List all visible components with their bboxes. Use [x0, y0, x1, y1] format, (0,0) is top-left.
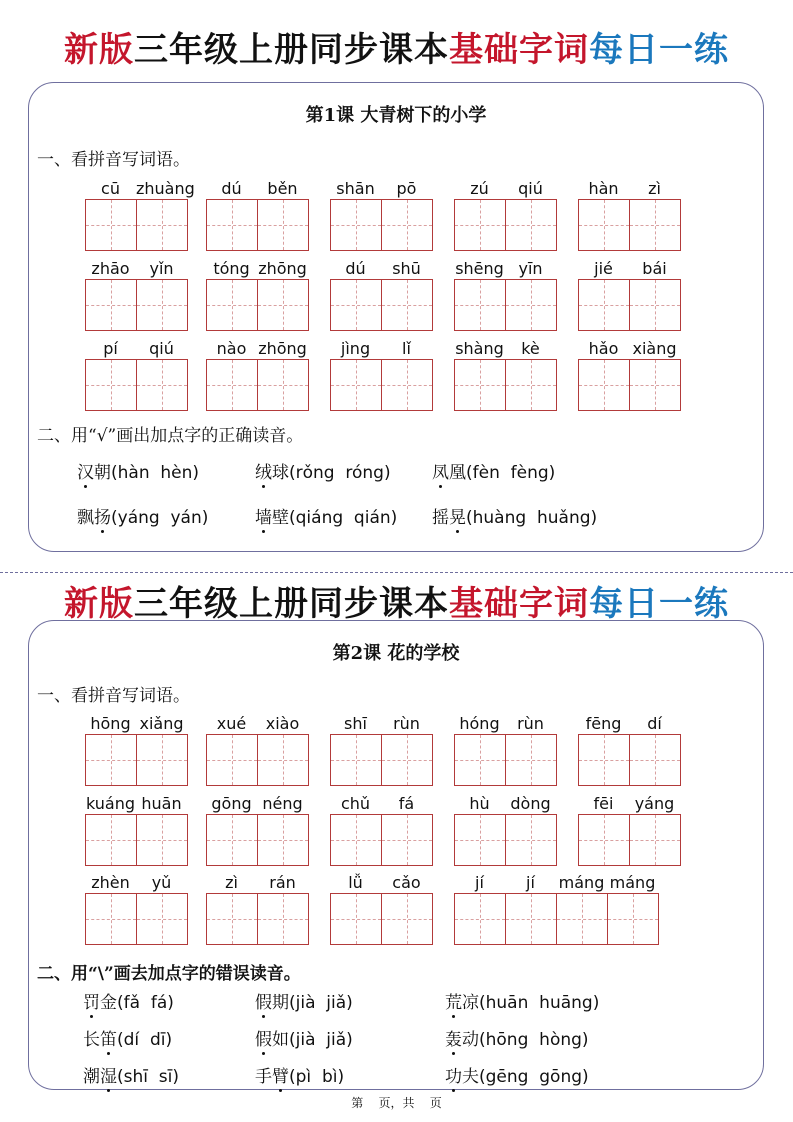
writing-cell[interactable] — [557, 894, 608, 944]
pinyin-syllable: jié — [594, 259, 613, 278]
writing-cell[interactable] — [331, 815, 382, 865]
writing-cell[interactable] — [382, 280, 433, 330]
writing-cell[interactable] — [455, 280, 506, 330]
dotted-character: 汉 — [77, 463, 94, 483]
cut-divider — [0, 572, 793, 573]
pinyin-row — [330, 794, 433, 814]
pinyin-syllable: qiú — [149, 339, 174, 358]
pinyin-syllable: máng — [609, 873, 656, 892]
pinyin-row — [454, 259, 557, 279]
writing-cell[interactable] — [207, 815, 258, 865]
pinyin-writing-group — [206, 179, 309, 251]
pinyin-syllable: máng — [558, 873, 605, 892]
pinyin-row — [330, 714, 433, 734]
pinyin-syllable: jìng — [340, 339, 371, 358]
tianzige-cells — [330, 814, 433, 866]
pinyin-writing-group — [578, 179, 681, 251]
pinyin-row — [578, 794, 681, 814]
pinyin-syllable: zhāo — [91, 259, 130, 278]
pinyin-syllable: dú — [345, 259, 366, 278]
writing-cell[interactable] — [86, 280, 137, 330]
tianzige-cells — [330, 279, 433, 331]
pronunciation-item — [445, 988, 599, 1013]
banner-text: 基础字词 — [449, 584, 589, 624]
pinyin-syllable: zhèn — [91, 873, 130, 892]
pronunciation-item — [255, 503, 397, 528]
section-heading: 二、用“√”画出加点字的正确读音。 — [37, 426, 304, 446]
dotted-character: 轰 — [445, 1030, 462, 1050]
pinyin-writing-group — [85, 714, 188, 786]
tianzige-cells — [454, 199, 557, 251]
pinyin-syllable: dí — [647, 714, 662, 733]
pinyin-options[interactable]: (gēng gōng) — [479, 1067, 589, 1087]
pinyin-syllable: shū — [392, 259, 421, 278]
pinyin-options[interactable]: (hàn hèn) — [111, 463, 200, 483]
pinyin-syllable: zì — [225, 873, 238, 892]
pinyin-syllable: gōng — [211, 794, 252, 813]
pinyin-syllable: hǎo — [588, 339, 619, 358]
pinyin-row — [85, 714, 188, 734]
pronunciation-item — [77, 503, 208, 528]
pinyin-writing-group — [330, 873, 433, 945]
character: 期 — [272, 993, 289, 1013]
pinyin-writing-group — [85, 259, 188, 331]
pinyin-row — [206, 794, 309, 814]
tianzige-cells — [578, 734, 681, 786]
writing-cell[interactable] — [579, 815, 630, 865]
dotted-character: 笛 — [100, 1030, 117, 1050]
pinyin-options[interactable]: (fǎ fá) — [117, 993, 174, 1013]
writing-cell[interactable] — [382, 735, 433, 785]
pinyin-writing-group — [206, 259, 309, 331]
pinyin-syllable: jí — [475, 873, 484, 892]
pinyin-syllable: lǐ — [402, 339, 411, 358]
pinyin-syllable: pō — [396, 179, 417, 198]
tianzige-cells — [206, 359, 309, 411]
tianzige-cells — [454, 893, 659, 945]
pinyin-row — [454, 339, 557, 359]
character: 手 — [255, 1067, 272, 1087]
writing-cell[interactable] — [455, 200, 506, 250]
pinyin-writing-group — [330, 714, 433, 786]
tianzige-cells — [85, 893, 188, 945]
pinyin-syllable: tóng — [213, 259, 250, 278]
tianzige-cells — [454, 734, 557, 786]
pinyin-writing-group — [454, 873, 659, 945]
writing-cell[interactable] — [506, 280, 557, 330]
pinyin-writing-group — [330, 339, 433, 411]
pinyin-syllable: néng — [262, 794, 303, 813]
banner-text: 新版 — [64, 584, 134, 624]
pinyin-row — [206, 179, 309, 199]
tianzige-cells — [578, 814, 681, 866]
dotted-character: 荒 — [445, 993, 462, 1013]
pinyin-syllable: chǔ — [340, 794, 371, 813]
pinyin-syllable: shī — [344, 714, 367, 733]
pinyin-syllable: zú — [470, 179, 489, 198]
pinyin-syllable: fēng — [585, 714, 622, 733]
pinyin-syllable: xiàng — [632, 339, 677, 358]
tianzige-cells — [454, 359, 557, 411]
writing-cell[interactable] — [382, 200, 433, 250]
dotted-character: 墙 — [255, 508, 272, 528]
pinyin-writing-group — [206, 873, 309, 945]
writing-cell[interactable] — [579, 200, 630, 250]
writing-cell[interactable] — [207, 280, 258, 330]
pinyin-syllable: zhuàng — [136, 179, 195, 198]
pinyin-row — [578, 339, 681, 359]
writing-cell[interactable] — [382, 894, 433, 944]
writing-cell[interactable] — [630, 360, 681, 410]
pinyin-syllable: xiǎng — [139, 714, 184, 733]
pinyin-writing-group — [85, 873, 188, 945]
writing-cell[interactable] — [86, 735, 137, 785]
pinyin-row — [206, 339, 309, 359]
writing-cell[interactable] — [579, 360, 630, 410]
pinyin-row — [85, 339, 188, 359]
pronunciation-item — [445, 1062, 589, 1087]
writing-cell[interactable] — [137, 894, 188, 944]
pinyin-syllable: rùn — [517, 714, 544, 733]
banner-text: 每日一练 — [589, 584, 729, 624]
dotted-character: 功 — [445, 1067, 462, 1087]
tianzige-cells — [85, 734, 188, 786]
pinyin-syllable: hù — [469, 794, 490, 813]
writing-cell[interactable] — [331, 894, 382, 944]
pinyin-syllable: běn — [267, 179, 298, 198]
tianzige-cells — [85, 359, 188, 411]
character: 动 — [462, 1030, 479, 1050]
writing-cell[interactable] — [331, 735, 382, 785]
pinyin-writing-group — [454, 714, 557, 786]
pronunciation-item — [445, 1025, 589, 1050]
tianzige-cells — [330, 359, 433, 411]
character: 夫 — [462, 1067, 479, 1087]
lesson-card-2 — [28, 620, 764, 1090]
banner-text: 三年级上册同步课本 — [134, 584, 449, 624]
pinyin-syllable: dòng — [510, 794, 551, 813]
writing-cell[interactable] — [137, 735, 188, 785]
pinyin-options[interactable]: (pì bì) — [289, 1067, 345, 1087]
dotted-character: 臂 — [272, 1067, 289, 1087]
pinyin-row — [454, 794, 557, 814]
pinyin-row — [206, 873, 309, 893]
pinyin-options[interactable]: (jià jiǎ) — [289, 1030, 353, 1050]
pinyin-syllable: hóng — [459, 714, 500, 733]
pinyin-options[interactable]: (yáng yán) — [111, 508, 209, 528]
writing-cell[interactable] — [630, 735, 681, 785]
character: 潮 — [83, 1067, 100, 1087]
pinyin-syllable: jí — [526, 873, 535, 892]
character: 凉 — [462, 993, 479, 1013]
pinyin-syllable: yáng — [634, 794, 675, 813]
tianzige-cells — [330, 893, 433, 945]
pinyin-syllable: yǔ — [151, 873, 172, 892]
pronunciation-item — [255, 458, 391, 483]
writing-cell[interactable] — [137, 815, 188, 865]
pinyin-row — [330, 339, 433, 359]
dotted-character: 绒 — [255, 463, 272, 483]
character: 飘 — [77, 508, 94, 528]
pronunciation-item — [77, 458, 199, 483]
writing-cell[interactable] — [630, 280, 681, 330]
writing-cell[interactable] — [455, 815, 506, 865]
section-heading: 一、看拼音写词语。 — [37, 686, 190, 706]
pinyin-row — [206, 259, 309, 279]
dotted-character: 假 — [255, 1030, 272, 1050]
pinyin-writing-group — [206, 714, 309, 786]
writing-cell[interactable] — [455, 360, 506, 410]
banner-text: 每日一练 — [589, 30, 729, 70]
pinyin-syllable: zì — [648, 179, 661, 198]
character: 长 — [83, 1030, 100, 1050]
tianzige-cells — [85, 199, 188, 251]
dotted-character: 罚 — [83, 993, 100, 1013]
character: 如 — [272, 1030, 289, 1050]
writing-cell[interactable] — [258, 815, 309, 865]
pinyin-syllable: bái — [642, 259, 667, 278]
pronunciation-item — [83, 988, 174, 1013]
pronunciation-item — [432, 503, 597, 528]
pinyin-options[interactable]: (rǒng róng) — [289, 463, 391, 483]
pinyin-writing-group — [454, 339, 557, 411]
banner-text: 新版 — [64, 30, 134, 70]
writing-cell[interactable] — [207, 894, 258, 944]
tianzige-cells — [85, 279, 188, 331]
writing-cell[interactable] — [258, 360, 309, 410]
pinyin-writing-group — [578, 714, 681, 786]
pinyin-syllable: xué — [216, 714, 247, 733]
writing-cell[interactable] — [455, 735, 506, 785]
writing-cell[interactable] — [86, 815, 137, 865]
pinyin-syllable: hōng — [90, 714, 131, 733]
writing-cell[interactable] — [382, 360, 433, 410]
writing-cell[interactable] — [86, 360, 137, 410]
pinyin-syllable: kè — [521, 339, 540, 358]
tianzige-cells — [206, 814, 309, 866]
character: 壁 — [272, 508, 289, 528]
pinyin-row — [85, 259, 188, 279]
pinyin-row — [206, 714, 309, 734]
page-banner-2 — [0, 576, 793, 625]
character: 凰 — [449, 463, 466, 483]
tianzige-cells — [206, 893, 309, 945]
tianzige-cells — [578, 199, 681, 251]
pinyin-syllable: xiào — [265, 714, 300, 733]
section-heading: 一、看拼音写词语。 — [37, 150, 190, 170]
banner-text: 基础字词 — [449, 30, 589, 70]
dotted-character: 凤 — [432, 463, 449, 483]
pinyin-syllable: shàng — [455, 339, 504, 358]
tianzige-cells — [454, 814, 557, 866]
tianzige-cells — [206, 199, 309, 251]
pinyin-syllable: zhōng — [258, 339, 307, 358]
pinyin-syllable: dú — [221, 179, 242, 198]
dotted-character: 假 — [255, 993, 272, 1013]
tianzige-cells — [206, 734, 309, 786]
pinyin-row — [330, 259, 433, 279]
pinyin-writing-group — [454, 259, 557, 331]
writing-cell[interactable] — [506, 894, 557, 944]
writing-cell[interactable] — [506, 735, 557, 785]
writing-cell[interactable] — [331, 280, 382, 330]
pinyin-syllable: rán — [269, 873, 296, 892]
pinyin-writing-group — [85, 339, 188, 411]
writing-cell[interactable] — [630, 815, 681, 865]
pinyin-syllable: rùn — [393, 714, 420, 733]
writing-cell[interactable] — [579, 735, 630, 785]
dotted-character: 晃 — [449, 508, 466, 528]
pinyin-syllable: hàn — [588, 179, 619, 198]
pinyin-row — [330, 179, 433, 199]
pinyin-options[interactable]: (jià jiǎ) — [289, 993, 353, 1013]
writing-cell[interactable] — [331, 200, 382, 250]
pinyin-writing-group — [578, 259, 681, 331]
pronunciation-item — [255, 988, 353, 1013]
pinyin-syllable: shēng — [455, 259, 504, 278]
pinyin-writing-group — [578, 339, 681, 411]
writing-cell[interactable] — [258, 280, 309, 330]
dotted-character: 湿 — [100, 1067, 117, 1087]
writing-cell[interactable] — [207, 735, 258, 785]
pinyin-options[interactable]: (fèn fèng) — [466, 463, 556, 483]
writing-cell[interactable] — [258, 735, 309, 785]
writing-cell[interactable] — [137, 200, 188, 250]
pinyin-syllable: yǐn — [149, 259, 174, 278]
dotted-character: 扬 — [94, 508, 111, 528]
pinyin-options[interactable]: (huàng huǎng) — [466, 508, 598, 528]
pinyin-syllable: fá — [398, 794, 415, 813]
tianzige-cells — [85, 814, 188, 866]
pinyin-writing-group — [454, 179, 557, 251]
pinyin-row — [578, 179, 681, 199]
pinyin-row — [85, 794, 188, 814]
pinyin-syllable: qiú — [518, 179, 543, 198]
pronunciation-item — [83, 1062, 179, 1087]
pinyin-writing-group — [330, 179, 433, 251]
writing-cell[interactable] — [382, 815, 433, 865]
pronunciation-item — [255, 1062, 344, 1087]
tianzige-cells — [206, 279, 309, 331]
pinyin-syllable: shān — [336, 179, 375, 198]
pinyin-row — [578, 259, 681, 279]
writing-cell[interactable] — [207, 200, 258, 250]
writing-cell[interactable] — [506, 815, 557, 865]
lesson-title: 第2课 花的学校 — [332, 643, 460, 664]
writing-cell[interactable] — [207, 360, 258, 410]
page-footer: 第 页，共 页 — [351, 1096, 442, 1110]
writing-cell[interactable] — [258, 894, 309, 944]
pinyin-writing-group — [85, 179, 195, 251]
pinyin-syllable: cū — [101, 179, 120, 198]
character: 金 — [100, 993, 117, 1013]
pinyin-writing-group — [330, 794, 433, 866]
pinyin-writing-group — [85, 794, 188, 866]
pinyin-options[interactable]: (hōng hòng) — [479, 1030, 589, 1050]
writing-cell[interactable] — [630, 200, 681, 250]
writing-cell[interactable] — [455, 894, 506, 944]
tianzige-cells — [454, 279, 557, 331]
pinyin-row — [85, 873, 188, 893]
pinyin-writing-group — [206, 339, 309, 411]
writing-cell[interactable] — [86, 894, 137, 944]
pinyin-writing-group — [454, 794, 557, 866]
writing-cell[interactable] — [331, 360, 382, 410]
pinyin-options[interactable]: (dí dī) — [117, 1030, 173, 1050]
tianzige-cells — [578, 359, 681, 411]
pinyin-writing-group — [330, 259, 433, 331]
character: 摇 — [432, 508, 449, 528]
pronunciation-item — [432, 458, 555, 483]
character: 球 — [272, 463, 289, 483]
pinyin-syllable: pí — [103, 339, 118, 358]
pronunciation-item — [255, 1025, 353, 1050]
pinyin-row — [330, 873, 433, 893]
pinyin-syllable: zhōng — [258, 259, 307, 278]
pinyin-options[interactable]: (qiáng qián) — [289, 508, 398, 528]
pinyin-syllable: huān — [141, 794, 182, 813]
lesson-card-1 — [28, 82, 764, 552]
pinyin-syllable: lǚ — [348, 873, 363, 892]
writing-cell[interactable] — [258, 200, 309, 250]
pronunciation-item — [83, 1025, 172, 1050]
pinyin-syllable: kuáng — [85, 794, 135, 813]
writing-cell[interactable] — [86, 200, 137, 250]
section-heading: 二、用“\”画去加点字的错误读音。 — [37, 964, 301, 984]
lesson-title: 第1课 大青树下的小学 — [305, 105, 487, 126]
pinyin-syllable: nào — [216, 339, 247, 358]
pinyin-syllable: cǎo — [392, 873, 421, 892]
writing-cell[interactable] — [506, 360, 557, 410]
pinyin-writing-group — [578, 794, 681, 866]
page-banner-1 — [0, 22, 793, 71]
writing-cell[interactable] — [506, 200, 557, 250]
banner-text: 三年级上册同步课本 — [134, 30, 449, 70]
pinyin-row — [454, 714, 557, 734]
character: 朝 — [94, 463, 111, 483]
writing-cell[interactable] — [137, 280, 188, 330]
pinyin-row — [578, 714, 681, 734]
tianzige-cells — [578, 279, 681, 331]
writing-cell[interactable] — [608, 894, 659, 944]
writing-cell[interactable] — [579, 280, 630, 330]
pinyin-row — [85, 179, 195, 199]
pinyin-syllable: yīn — [518, 259, 543, 278]
tianzige-cells — [330, 199, 433, 251]
pinyin-options[interactable]: (shī sī) — [117, 1067, 180, 1087]
pinyin-options[interactable]: (huān huāng) — [479, 993, 600, 1013]
pinyin-writing-group — [206, 794, 309, 866]
pinyin-row — [454, 179, 557, 199]
writing-cell[interactable] — [137, 360, 188, 410]
pinyin-syllable: fēi — [593, 794, 614, 813]
pinyin-row — [454, 873, 659, 893]
tianzige-cells — [330, 734, 433, 786]
